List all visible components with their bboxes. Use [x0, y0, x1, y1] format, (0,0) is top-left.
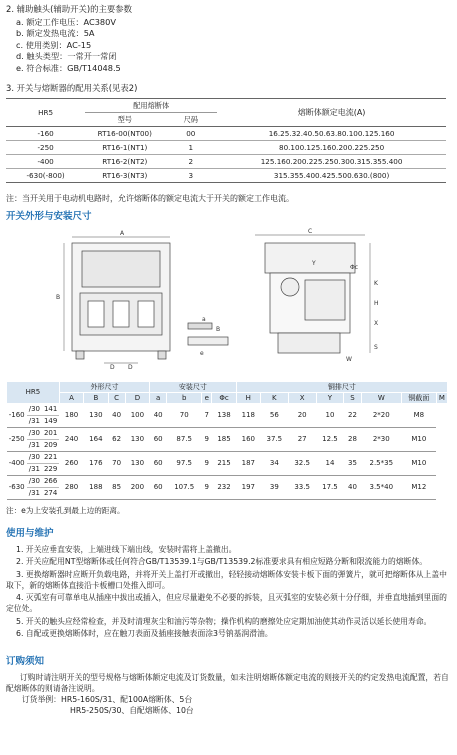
row-rated-current: 315.355.400.425.500.630.(800) [217, 169, 446, 183]
dim-value: 37.5 [260, 428, 288, 452]
dim-a: 266 [42, 476, 59, 488]
row-fuse-model: RT16-1(NT1) [85, 141, 164, 155]
dim-value: 9 [202, 428, 212, 452]
aux-contact-title: 2. 辅助触头(辅助开关)的主要参数 [6, 4, 133, 14]
dimensions-table [6, 381, 448, 500]
aux-item: a. 额定工作电压：AC380V [16, 16, 116, 27]
dim-value: 22 [344, 404, 361, 428]
dim-a: 201 [42, 428, 59, 440]
dim-value: 130 [125, 428, 149, 452]
col-install-group: 安装尺寸 [150, 382, 237, 393]
dim-value: 107.5 [167, 476, 202, 500]
dim-suffix: /30 [27, 452, 42, 464]
row-fuse-size: 00 [164, 127, 217, 141]
dim-value: 34 [260, 452, 288, 476]
col-dim: W [361, 393, 401, 404]
dim-value: 100 [125, 404, 149, 428]
dim-value: M10 [401, 428, 436, 452]
col-rated-current: 熔断体额定电流(A) [217, 99, 446, 127]
dim-value: 28 [344, 428, 361, 452]
ordering-heading: 订购须知 [6, 656, 45, 667]
row-fuse-size: 3 [164, 169, 217, 183]
dim-row [7, 404, 448, 416]
aux-item: c. 使用类别：AC-15 [16, 39, 92, 50]
outline-diagram [50, 225, 410, 373]
fuse-row [6, 127, 446, 141]
dim-value: 200 [125, 476, 149, 500]
dim-value: 2*20 [361, 404, 401, 428]
dim-value: 62 [108, 428, 125, 452]
fuse-relation-title: 3. 开关与熔断器的配用关系(见表2) [6, 83, 138, 93]
maintenance-list [6, 544, 450, 640]
dim-suffix: /31 [27, 440, 42, 452]
col-dim: b [167, 393, 202, 404]
dimensions-note: 注：e为上安装孔到最上边的距离。 [6, 506, 125, 515]
dimensions-heading: 开关外形与安装尺寸 [6, 211, 92, 222]
dim-value: 9 [202, 452, 212, 476]
aux-item: b. 额定发热电流：5A [16, 28, 95, 38]
row-rated-current: 80.100.125.160.200.225.250 [217, 141, 446, 155]
dim-value: 60 [150, 476, 167, 500]
col-hr5-2: HR5 [7, 382, 60, 404]
fuse-relation-table [6, 98, 446, 183]
dim-suffix: /30 [27, 428, 42, 440]
maintenance-item: 4. 灭弧室有可靠单电从插座中拔出或插入，但应尽量避免不必要的拆装，且灭弧室的安装必须十分仔细，并垂直地插到里面的定位处。 [6, 593, 447, 614]
dim-value: 176 [84, 452, 108, 476]
dim-value: 7 [202, 404, 212, 428]
dim-phic-label: Φc [350, 264, 359, 271]
row-rated-current: 16.25.32.40.50.63.80.100.125.160 [217, 127, 446, 141]
row-fuse-model: RT16-2(NT2) [85, 155, 164, 169]
maintenance-item: 1. 开关应垂直安装，上端进线下端出线，安装时需将上盖撤出。 [16, 545, 237, 554]
dim-value: 10 [316, 404, 344, 428]
dim-a: 229 [42, 464, 59, 476]
aux-item: e. 符合标准：GB/T14048.5 [16, 62, 121, 73]
dim-suffix: /31 [27, 416, 42, 428]
col-dim: Φc [212, 393, 236, 404]
aux-item: d. 触头类型：一常开一常闭 [16, 51, 117, 61]
dim-value: 240 [59, 428, 83, 452]
dim-suffix: /31 [27, 488, 42, 500]
dim-a: 209 [42, 440, 59, 452]
fuse-note: 注：当开关用于电动机电路时，允许熔断体的额定电流大于开关的额定工作电流。 [6, 194, 294, 203]
dim-model: -250 [7, 428, 27, 452]
row-model: -400 [6, 155, 85, 169]
dim-value: 2.5*35 [361, 452, 401, 476]
col-dim: Y [316, 393, 344, 404]
dim-value: 87.5 [167, 428, 202, 452]
dim-value: 17.5 [316, 476, 344, 500]
fuse-row [6, 169, 446, 183]
dim-value: 188 [84, 476, 108, 500]
col-dim: D [125, 393, 149, 404]
dim-value: 35 [344, 452, 361, 476]
dim-value: 280 [59, 476, 83, 500]
dim-value: 20 [288, 404, 316, 428]
dim-value: 97.5 [167, 452, 202, 476]
dim-value: 33.5 [288, 476, 316, 500]
row-fuse-size: 1 [164, 141, 217, 155]
row-model: -160 [6, 127, 85, 141]
dim-value: 138 [212, 404, 236, 428]
maintenance-item: 6. 自配或更换熔断体时，应在触刀表面及插座接触表面涂3号钠基润滑油。 [16, 628, 273, 638]
ordering-text: 订购时请注明开关的型号规格与熔断体额定电流及订货数量，如未注明熔断体额定电流的则接开关的约定发热电流配置，若自配熔断体的则请备注说明。 [6, 673, 449, 694]
row-fuse-model: RT16-3(NT3) [85, 169, 164, 183]
dim-b-small: B [216, 326, 221, 333]
dim-value: 160 [236, 428, 260, 452]
aux-contact-section [6, 4, 446, 74]
dim-s-label: S [374, 344, 378, 351]
dim-value: 260 [59, 452, 83, 476]
dim-row [7, 428, 448, 440]
dim-a-small: a [202, 316, 206, 323]
dim-value: 130 [125, 452, 149, 476]
dim-value: 3.5*40 [361, 476, 401, 500]
fuse-row [6, 141, 446, 155]
row-fuse-size: 2 [164, 155, 217, 169]
col-dim: H [236, 393, 260, 404]
col-dim: 铜截面 [401, 393, 436, 404]
dim-d-label: D [110, 364, 115, 371]
dim-value: 56 [260, 404, 288, 428]
maintenance-item: 2. 开关应配用NT型熔断体或任何符合GB/T13539.1与GB/T13539.2标准要求具有相应短路分断和限流能力的熔断体。 [16, 557, 428, 567]
maintenance-item: 5. 开关的触头应经常检查，并及时清理灰尘和油污等杂物；操作机构的磨擦处应定期加油使其动作灵活以延长使用寿命。 [16, 616, 432, 626]
dim-h-label: H [374, 300, 379, 307]
dim-value: 232 [212, 476, 236, 500]
col-dim: K [260, 393, 288, 404]
dim-model: -160 [7, 404, 27, 428]
dim-value: 185 [212, 428, 236, 452]
col-dim: S [344, 393, 361, 404]
dim-c-label: C [308, 228, 313, 235]
dim-value: 40 [150, 404, 167, 428]
dim-value: 70 [167, 404, 202, 428]
dim-value: 130 [84, 404, 108, 428]
dim-value: 118 [236, 404, 260, 428]
col-dim: e [202, 393, 212, 404]
dim-value: M12 [401, 476, 436, 500]
dim-value: 12.5 [316, 428, 344, 452]
dim-d2-label: D [128, 364, 133, 371]
col-dim: M [436, 393, 447, 404]
dim-y-label: Y [312, 260, 316, 267]
col-outline-group: 外形尺寸 [59, 382, 149, 393]
col-size: 尺码 [164, 113, 217, 127]
dim-value: 9 [202, 476, 212, 500]
dim-value: 60 [150, 428, 167, 452]
dim-a: 274 [42, 488, 59, 500]
dim-value: 187 [236, 452, 260, 476]
dim-value: 197 [236, 476, 260, 500]
dim-x-label: X [374, 320, 379, 327]
col-model: 型号 [85, 113, 164, 127]
dim-suffix: /31 [27, 464, 42, 476]
col-fuse-group: 配用熔断体 [85, 99, 217, 113]
ordering-example-2: HR5-250S/30、自配熔断体、10台 [70, 706, 194, 716]
dim-value: 164 [84, 428, 108, 452]
row-fuse-model: RT16-00(NT00) [85, 127, 164, 141]
ordering-section [6, 672, 450, 716]
dim-a: 149 [42, 416, 59, 428]
dim-value: M10 [401, 452, 436, 476]
maintenance-heading: 使用与维护 [6, 528, 54, 539]
ordering-example: 订货举例：HR5-160S/31、配100A熔断体、5台 [22, 695, 193, 705]
maintenance-item: 3. 更换熔断器时应断开负载电路，并将开关上盖打开或撤出，轻轻接动熔断体安装卡板下面的弹簧片，就可把熔断体从上盖中取下，新的熔断体直接沿卡板槽口处推入即可。 [6, 569, 447, 590]
dim-value: 60 [150, 452, 167, 476]
col-dim: B [84, 393, 108, 404]
dim-b-label: B [56, 294, 61, 301]
dim-w-label: W [346, 356, 352, 363]
fuse-row [6, 155, 446, 169]
dim-suffix: /30 [27, 404, 42, 416]
col-hr5: HR5 [6, 99, 85, 127]
dim-value: 70 [108, 452, 125, 476]
dim-suffix: /30 [27, 476, 42, 488]
col-dim: X [288, 393, 316, 404]
dim-value: M8 [401, 404, 436, 428]
dim-value: 40 [344, 476, 361, 500]
dim-value: 2*30 [361, 428, 401, 452]
dim-row [7, 476, 448, 488]
row-model: -250 [6, 141, 85, 155]
dim-a-label: A [120, 230, 125, 237]
dim-row [7, 452, 448, 464]
dim-e-label: e [200, 350, 204, 357]
dim-value: 14 [316, 452, 344, 476]
col-dim: C [108, 393, 125, 404]
dim-value: 27 [288, 428, 316, 452]
dim-a: 141 [42, 404, 59, 416]
dim-a: 221 [42, 452, 59, 464]
row-model: -630(-800) [6, 169, 85, 183]
row-rated-current: 125.160.200.225.250.300.315.355.400 [217, 155, 446, 169]
dim-value: 32.5 [288, 452, 316, 476]
dim-value: 85 [108, 476, 125, 500]
dim-value: 39 [260, 476, 288, 500]
col-dim: A [59, 393, 83, 404]
dim-value: 40 [108, 404, 125, 428]
dim-value: 180 [59, 404, 83, 428]
dim-model: -400 [7, 452, 27, 476]
dim-k-label: K [374, 280, 378, 287]
dim-value: 215 [212, 452, 236, 476]
col-copper-group: 铜排尺寸 [236, 382, 447, 393]
col-dim: a [150, 393, 167, 404]
dim-model: -630 [7, 476, 27, 500]
